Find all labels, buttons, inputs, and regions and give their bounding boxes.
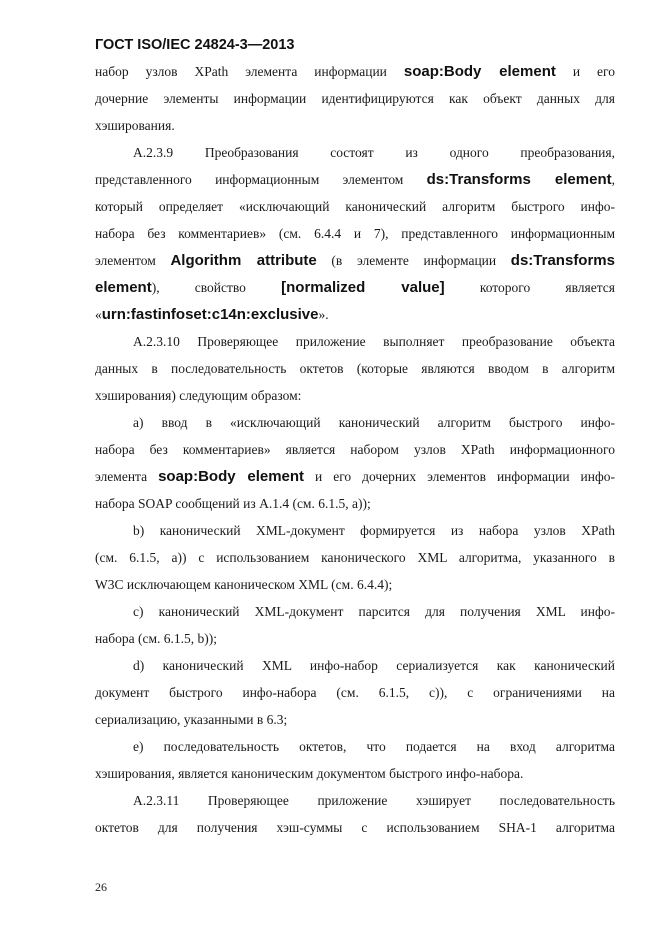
text-line bbox=[95, 625, 615, 652]
text-run: с) канонический XML-документ парсится для получения XML инфо- bbox=[133, 604, 615, 619]
text-run: набора без комментариев» является набором узлов XPath информационного bbox=[95, 442, 615, 457]
text-run: хэширования. bbox=[95, 118, 175, 133]
bold-term: ds:Transforms bbox=[510, 252, 615, 269]
text-run: ». bbox=[318, 307, 329, 322]
text-run: элементом bbox=[95, 253, 171, 268]
text-run: представленного информационным элементом bbox=[95, 172, 427, 187]
list-item-start bbox=[95, 598, 615, 625]
paragraph-start bbox=[95, 328, 615, 355]
text-run: А.2.3.9 Преобразования состоят из одного преобразования, bbox=[133, 145, 615, 160]
body-text bbox=[95, 58, 615, 841]
text-run: и его bbox=[555, 64, 615, 79]
text-run: ), свойство bbox=[151, 280, 282, 295]
text-run: набора (см. 6.1.5, b)); bbox=[95, 631, 217, 646]
text-run: набора SOAP сообщений из А.1.4 (см. 6.1.5, а)); bbox=[95, 496, 371, 511]
text-line bbox=[95, 463, 615, 490]
text-line bbox=[95, 166, 615, 193]
text-run: b) канонический XML-документ формируется из набора узлов XPath bbox=[133, 523, 615, 538]
text-run: набора без комментариев» (см. 6.4.4 и 7), представленного информационным bbox=[95, 226, 615, 241]
text-run: А.2.3.11 Проверяющее приложение хэширует последовательность bbox=[133, 793, 615, 808]
text-line bbox=[95, 301, 615, 328]
text-run: дочерние элементы информации идентифицируются как объект данных для bbox=[95, 91, 615, 106]
text-line bbox=[95, 679, 615, 706]
text-run: W3C исключающем каноническом XML (см. 6.4.4); bbox=[95, 577, 393, 592]
paragraph-start bbox=[95, 787, 615, 814]
text-line bbox=[95, 355, 615, 382]
bold-term: soap:Body element bbox=[403, 63, 556, 80]
text-run: и его дочерних элементов информации инфо- bbox=[304, 469, 615, 484]
text-run: d) канонический XML инфо-набор сериализуется как канонический bbox=[133, 658, 615, 673]
text-run: которого является bbox=[444, 280, 615, 295]
text-run: данных в последовательность октетов (которые являются вводом в алгоритм bbox=[95, 361, 615, 376]
text-line bbox=[95, 760, 615, 787]
text-line bbox=[95, 571, 615, 598]
text-line bbox=[95, 58, 615, 85]
list-item-start bbox=[95, 733, 615, 760]
text-line bbox=[95, 436, 615, 463]
text-run: е) последовательность октетов, что подается на вход алгоритма bbox=[133, 739, 615, 754]
list-item-start bbox=[95, 652, 615, 679]
text-line bbox=[95, 112, 615, 139]
list-item-start bbox=[95, 517, 615, 544]
text-run: хэширования) следующим образом: bbox=[95, 388, 302, 403]
bold-term: Algorithm attribute bbox=[170, 252, 317, 269]
bold-term: soap:Body element bbox=[158, 468, 305, 485]
page-number: 26 bbox=[95, 880, 107, 894]
text-line bbox=[95, 814, 615, 841]
text-line bbox=[95, 247, 615, 274]
text-run: а) ввод в «исключающий канонический алгоритм быстрого инфо- bbox=[133, 415, 615, 430]
text-line bbox=[95, 220, 615, 247]
bold-term: [normalized value] bbox=[281, 279, 445, 296]
bold-term: ds:Transforms element bbox=[426, 171, 612, 188]
bold-term: element bbox=[95, 279, 152, 296]
text-run: , bbox=[611, 172, 615, 187]
document-header: ГОСТ ISO/IEC 24824-3—2013 bbox=[95, 37, 295, 53]
text-run: октетов для получения хэш-суммы с использованием SHA-1 алгоритма bbox=[95, 820, 615, 835]
paragraph-start bbox=[95, 139, 615, 166]
text-run: (см. 6.1.5, а)) с использованием канонического XML алгоритма, указанного в bbox=[95, 550, 615, 565]
text-run: (в элементе информации bbox=[316, 253, 511, 268]
text-run: хэширования, является каноническим документом быстрого инфо-набора. bbox=[95, 766, 524, 781]
text-run: А.2.3.10 Проверяющее приложение выполняет преобразование объекта bbox=[133, 334, 615, 349]
text-line bbox=[95, 544, 615, 571]
bold-term: urn:fastinfoset:c14n:exclusive bbox=[101, 306, 319, 323]
text-run: « bbox=[95, 307, 102, 322]
text-run: который определяет «исключающий канонический алгоритм быстрого инфо- bbox=[95, 199, 615, 214]
text-line bbox=[95, 193, 615, 220]
text-line bbox=[95, 490, 615, 517]
text-run: элемента bbox=[95, 469, 159, 484]
text-line bbox=[95, 382, 615, 409]
text-run: сериализацию, указанными в 6.3; bbox=[95, 712, 288, 727]
list-item-start bbox=[95, 409, 615, 436]
text-run: набор узлов XPath элемента информации bbox=[95, 64, 404, 79]
text-line bbox=[95, 85, 615, 112]
text-run: документ быстрого инфо-набора (см. 6.1.5, с)), с ограничениями на bbox=[95, 685, 615, 700]
text-line bbox=[95, 274, 615, 301]
text-line bbox=[95, 706, 615, 733]
